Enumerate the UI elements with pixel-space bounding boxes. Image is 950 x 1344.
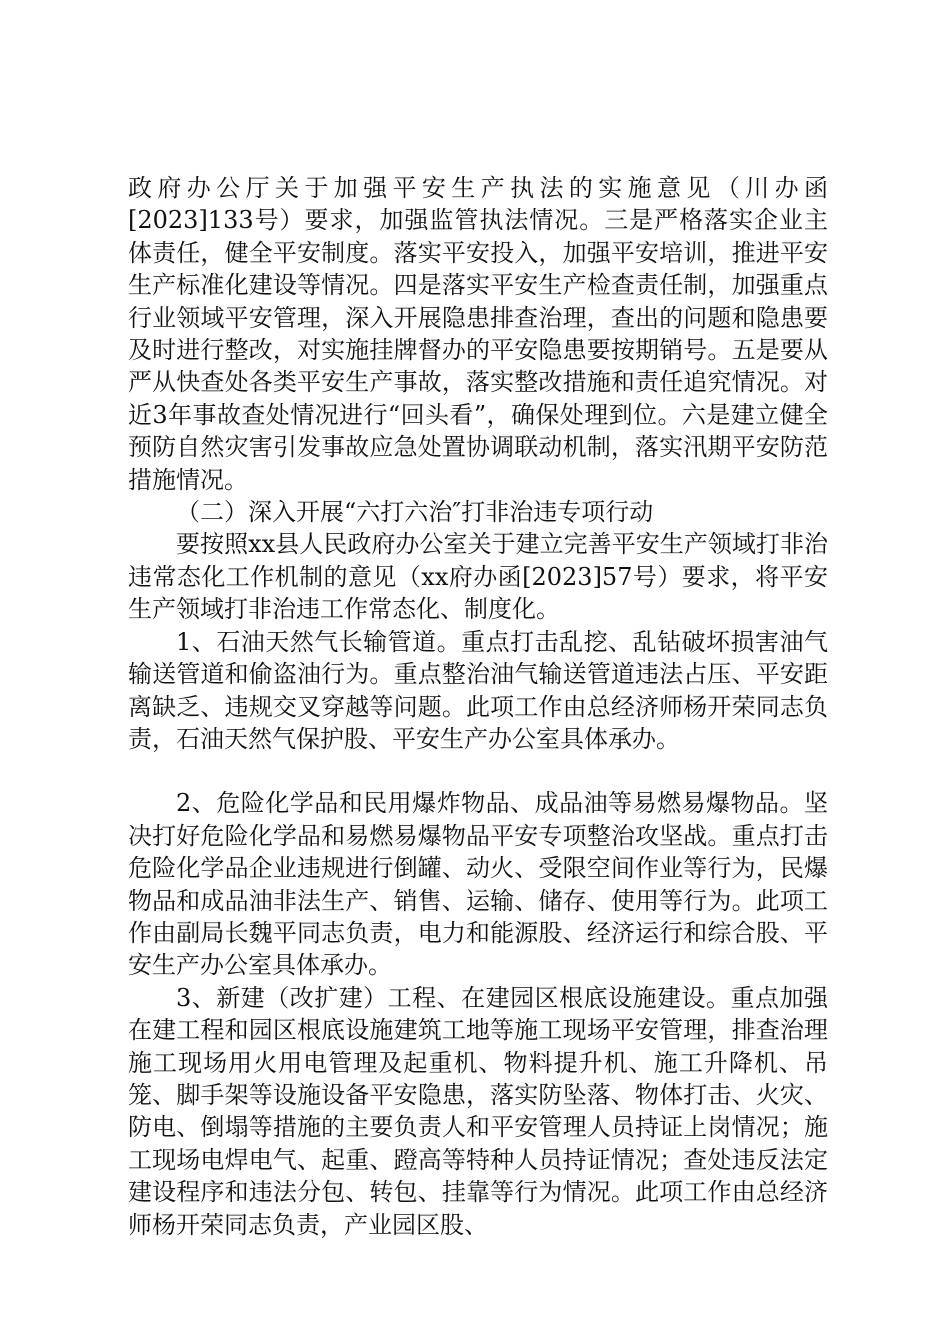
document-body — [128, 172, 828, 1241]
paragraph-intro: 要按照xx县人民政府办公室关于建立完善平安生产领域打非治违常态化工作机制的意见（xx府办函[2023]57号）要求，将平安生产领域打非治违工作常态化、制度化。 — [128, 530, 828, 624]
paragraph-continuation: 政府办公厅关于加强平安生产执法的实施意见（川办函[2023]133号）要求，加强监管执法情况。三是严格落实企业主体责任，健全平安制度。落实平安投入，加强平安培训，推进平安生产标准化建设等情况。四是落实平安生产检查责任制，加强重点行业领域平安管理，深入开展隐患排查治理，查出的问题和隐患要及时进行整改，对实施挂牌督办的平安隐患要按期销号。五是要从严从快查处各类平安生产事故，落实整改措施和责任追究情况。对近3年事故查处情况进行“回头看”，确保处理到位。六是建立健全预防自然灾害引发事故应急处置协调联动机制，落实汛期平安防范措施情况。 — [128, 174, 828, 494]
section-heading: （二）深入开展“六打六治″打非治违专项行动 — [176, 498, 654, 527]
paragraph-item-1: 1、石油天然气长输管道。重点打击乱挖、乱钻破坏损害油气输送管道和偷盗油行为。重点整治油气输送管道违法占压、平安距离缺乏、违规交叉穿越等问题。此项工作由总经济师杨开荣同志负责，石油天然气保护股、平安生产办公室具体承办。 — [128, 627, 828, 753]
paragraph-item-3: 3、新建（改扩建）工程、在建园区根底设施建设。重点加强在建工程和园区根底设施建筑工地等施工现场平安管理，排查治理施工现场用火用电管理及起重机、物料提升机、施工升降机、吊笼、脚手架等设施设备平安隐患，落实防坠落、物体打击、火灾、防电、倒塌等措施的主要负责人和平安管理人员持证上岗情况；施工现场电焊电气、起重、蹬高等特种人员持证情况；查处违反法定建设程序和违法分包、转包、挂靠等行为情况。此项工作由总经济师杨开荣同志负责，产业园区股、 — [128, 983, 828, 1239]
paragraph-item-2: 2、危险化学品和民用爆炸物品、成品油等易燃易爆物品。坚决打好危险化学品和易燃易爆物品平安专项整治攻坚战。重点打击危险化学品企业违规进行倒罐、动火、受限空间作业等行为，民爆物品和成品油非法生产、销售、运输、储存、使用等行为。此项工作由副局长魏平同志负责，电力和能源股、经济运行和综合股、平安生产办公室具体承办。 — [128, 789, 828, 980]
paragraph-spacer — [128, 755, 828, 787]
